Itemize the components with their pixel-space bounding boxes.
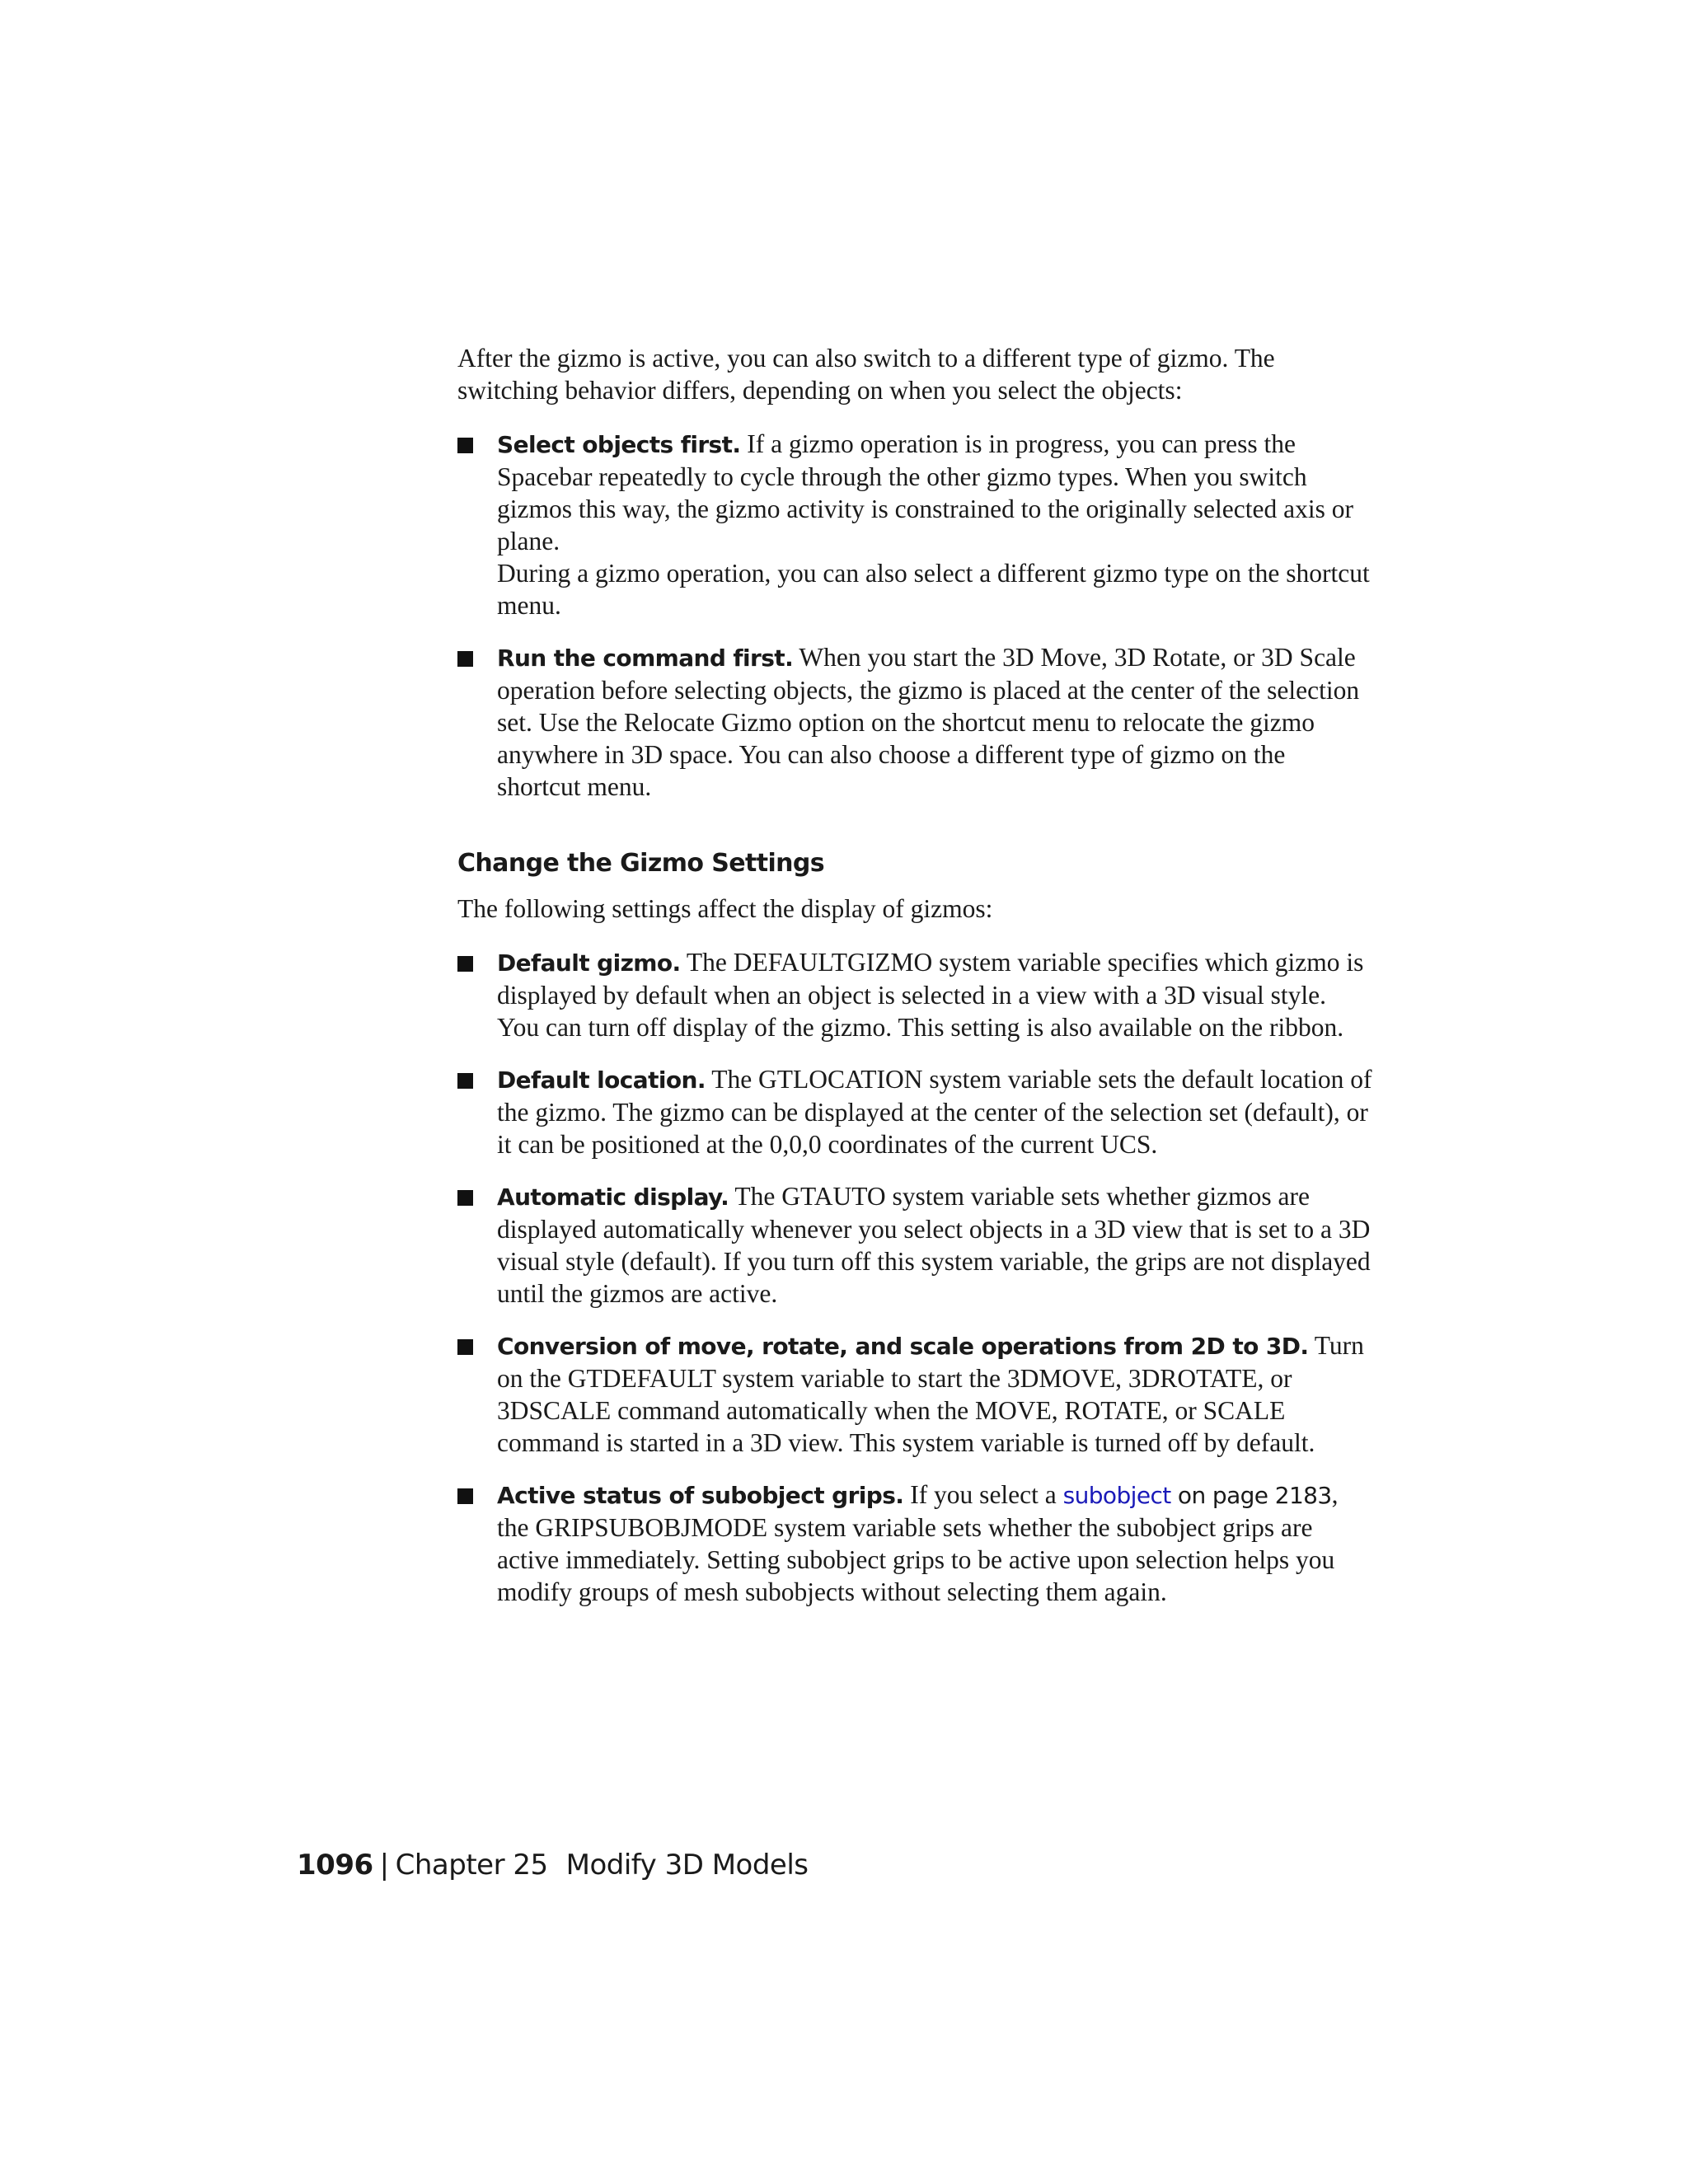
bullet-square-icon (457, 1190, 473, 1206)
section-lead: The following settings affect the display of gizmos: (457, 894, 993, 923)
footer-separator: | (379, 1849, 389, 1882)
page-footer (297, 1849, 809, 1882)
page-number: 1096 (297, 1849, 373, 1882)
list-item (457, 1180, 1372, 1310)
chapter-title: Modify 3D Models (565, 1849, 809, 1882)
list-item (457, 641, 1372, 803)
document-body (457, 342, 1372, 1628)
section-heading: Change the Gizmo Settings (457, 849, 825, 878)
list-item (457, 1329, 1372, 1459)
bullet-text: The GTLOCATION system variable sets the default location of the gizmo. The gizmo can be displayed at the center of the selection set (default), or it can be positioned at the 0,0,0 coordinates of the current UCS. (497, 1065, 1372, 1159)
bullet-term: Default gizmo. (497, 949, 681, 977)
bullet-text: If a gizmo operation is in progress, you can press the Spacebar repeatedly to cycle through the other gizmo types. When you switch gizmos this way, the gizmo activity is constrained to the originally selected axis or plane. (497, 429, 1353, 555)
list-item (457, 1479, 1372, 1608)
switch-behavior-list (457, 428, 1372, 803)
list-item (457, 1063, 1372, 1160)
bullet-text: The DEFAULTGIZMO system variable specifies which gizmo is displayed by default when an object is selected in a view with a 3D visual style. You can turn off display of the gizmo. This setting is also available on the ribbon. (497, 948, 1364, 1042)
bullet-term: Active status of subobject grips. (497, 1482, 904, 1509)
list-item (457, 428, 1372, 621)
bullet-square-icon (457, 956, 473, 972)
bullet-square-icon (457, 651, 473, 667)
bullet-square-icon (457, 1339, 473, 1355)
bullet-term: Automatic display. (497, 1183, 729, 1211)
bullet-extra-text: During a gizmo operation, you can also select a different gizmo type on the shortcut menu. (497, 559, 1370, 620)
settings-list (457, 946, 1372, 1608)
list-item (457, 946, 1372, 1043)
bullet-square-icon (457, 1488, 473, 1504)
bullet-text-before-link: If you select a (903, 1480, 1063, 1509)
bullet-text: Turn on the GTDEFAULT system variable to start the 3DMOVE, 3DROTATE, or 3DSCALE command automatically when the MOVE, ROTATE, or SCALE command is started in a 3D view. This system variable is turned off by default. (497, 1331, 1364, 1457)
bullet-square-icon (457, 1073, 473, 1089)
intro-paragraph: After the gizmo is active, you can also switch to a different type of gizmo. The switching behavior differs, depending on when you select the objects: (457, 344, 1275, 405)
bullet-term: Default location. (497, 1066, 706, 1094)
bullet-text: When you start the 3D Move, 3D Rotate, or 3D Scale operation before selecting objects, the gizmo is placed at the center of the selection set. Use the Relocate Gizmo option on the shortcut menu to relocate the gizmo anywhere in 3D space. You can also choose a different type of gizmo on the shortcut menu. (497, 643, 1360, 801)
chapter-label: Chapter 25 (395, 1849, 548, 1882)
bullet-square-icon (457, 438, 473, 453)
bullet-text-after-link: , the GRIPSUBOBJMODE system variable sets whether the subobject grips are active immediately. Setting subobject grips to be active upon selection helps you modify groups of mesh subobjects without selecting them again. (497, 1480, 1339, 1606)
bullet-term: Run the command first. (497, 644, 794, 672)
bullet-term: Select objects first. (497, 431, 741, 458)
bullet-term: Conversion of move, rotate, and scale operations from 2D to 3D. (497, 1333, 1309, 1360)
subobject-link[interactable]: subobject (1062, 1482, 1171, 1509)
page-reference: on page 2183 (1170, 1482, 1332, 1509)
bullet-text: The GTAUTO system variable sets whether gizmos are displayed automatically whenever you select objects in a 3D view that is set to a 3D visual style (default). If you turn off this system variable, the grips are not displayed until the gizmos are active. (497, 1182, 1371, 1308)
